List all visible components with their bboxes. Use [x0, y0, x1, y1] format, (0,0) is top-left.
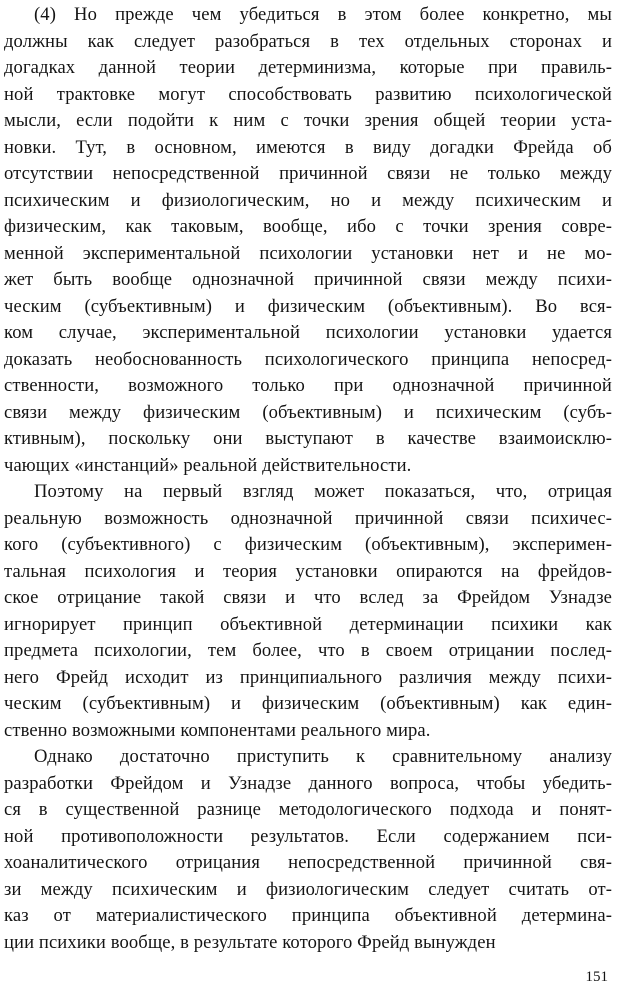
page-number: 151: [585, 969, 608, 985]
text-line: ктивным), поскольку они выступают в качестве взаимоисклю-: [4, 428, 612, 449]
text-line: психическим и физиологическим, но и между психическим и: [4, 189, 612, 211]
text-line: реальную возможность однозначной причинной связи психичес-: [4, 507, 612, 529]
text-line: ческим (субъективным) и физическим (объективным). Во вся-: [4, 295, 612, 317]
text-line: физическим, как таковым, вообще, ибо с точки зрения совре-: [4, 216, 612, 237]
text-line: ственности, возможного только при однозначной причинной: [4, 375, 612, 396]
text-line: менной экспериментальной психологии установки нет и не мо-: [4, 242, 612, 264]
text-line: чающих «инстанций» реальной действительности.: [4, 454, 412, 476]
text-line: доказать необоснованность психологического принципа непосред-: [4, 348, 612, 370]
text-line: должны как следует разобраться в тех отдельных сторонах и: [4, 30, 612, 52]
text-line: ское отрицание такой связи и что вслед за Фрейдом Узнадзе: [4, 587, 612, 608]
text-line: него Фрейд исходит из принципиального различия между психи-: [4, 666, 612, 688]
text-line: ственно возможными компонентами реального мира.: [4, 719, 431, 741]
text-line: зи между психическим и физиологическим следует считать от-: [4, 878, 612, 900]
text-line: новки. Тут, в основном, имеются в виду догадки Фрейда об: [4, 136, 612, 158]
text-line: отсутствии непосредственной причинной связи не только между: [4, 163, 612, 184]
text-line: мысли, если подойти к ним с точки зрения общей теории уста-: [4, 110, 612, 131]
text-line: разработки Фрейдом и Узнадзе данного вопроса, чтобы убедить-: [4, 772, 612, 794]
text-line: хоаналитического отрицания непосредственной причинной свя-: [4, 852, 612, 873]
text-line: ся в существенной разнице методологического подхода и понят-: [4, 799, 612, 820]
text-line: каз от материалистического принципа объективной детермина-: [4, 905, 612, 926]
text-line: ной трактовке могут способствовать развитию психологической: [4, 83, 612, 105]
text-line: ной противоположности результатов. Если содержанием пси-: [4, 825, 612, 847]
text-line: (4) Но прежде чем убедиться в этом более конкретно, мы: [34, 4, 612, 25]
text-line: ком случае, экспериментальной психологии установки удается: [4, 322, 612, 343]
text-line: Однако достаточно приступить к сравнительному анализу: [34, 746, 612, 767]
text-line: ческим (субъективным) и физическим (объективным) как един-: [4, 693, 612, 714]
text-line: тальная психология и теория установки опираются на фрейдов-: [4, 560, 612, 582]
text-line: Поэтому на первый взгляд может показаться, что, отрицая: [34, 481, 612, 502]
text-line: жет быть вообще однозначной причинной связи между психи-: [4, 269, 612, 290]
text-line: предмета психологии, тем более, что в своем отрицании послед-: [4, 640, 612, 661]
text-line: ции психики вообще, в результате которого Фрейд вынужден: [4, 931, 496, 953]
text-line: связи между физическим (объективным) и психическим (субъ-: [4, 401, 612, 423]
text-line: кого (субъективного) с физическим (объективным), эксперимен-: [4, 534, 612, 555]
text-line: игнорирует принцип объективной детерминации психики как: [4, 613, 612, 635]
text-line: догадках данной теории детерминизма, которые при правиль-: [4, 57, 612, 78]
